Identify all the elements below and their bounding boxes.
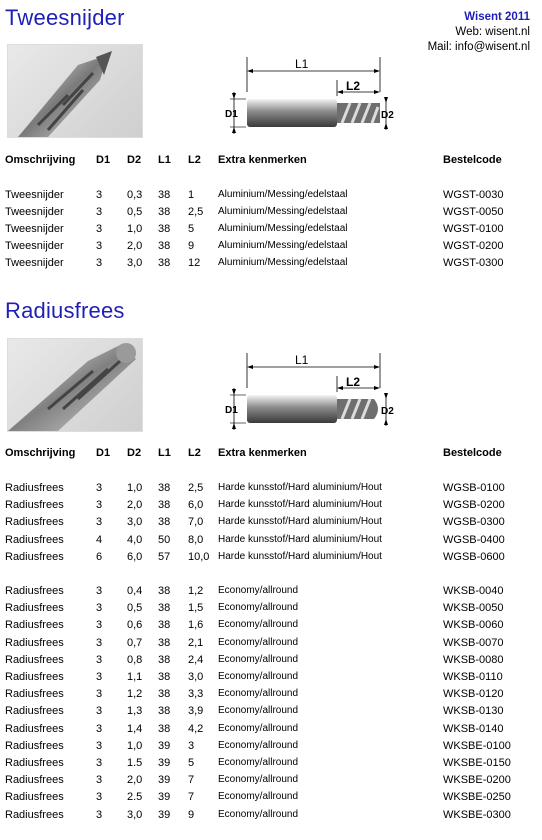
cell-l2: 2,5 [188,482,204,494]
cell-l2: 5 [188,757,195,769]
header-omschrijving: Omschrijving [5,447,76,459]
l2-label: L2 [346,375,361,389]
cell-d2: 3,0 [127,257,143,269]
cell-l1: 38 [158,688,171,701]
cell-d2: 0,7 [127,636,143,649]
cell-bestelcode: WKSB-0070 [443,636,504,649]
header-l1: L1 [158,447,171,459]
cell-d1: 3 [96,808,103,821]
cell-l2: 3,0 [188,671,204,683]
cell-omschrijving: Tweesnijder [5,257,64,269]
cell-l1: 38 [158,653,171,666]
cell-omschrijving: Tweesnijder [5,223,64,235]
header-extra: Extra kenmerken [218,447,307,459]
cell-extra: Economy/allround [218,602,299,614]
cell-bestelcode: WGST-0100 [443,223,504,235]
cell-extra: Economy/allround [218,688,299,700]
cell-d1: 3 [96,739,103,752]
cell-bestelcode: WGST-0200 [443,240,504,252]
cell-extra: Economy/allround [218,671,299,682]
cell-l2: 1,6 [188,619,204,632]
cell-l2: 5 [188,223,195,235]
cell-d1: 3 [96,774,103,787]
d2-label: D2 [381,406,394,417]
l1-label: L1 [295,353,309,367]
cell-omschrijving: Radiusfrees [5,499,64,512]
cell-l1: 50 [158,533,171,546]
cell-l2: 3,3 [188,688,204,701]
cell-omschrijving: Radiusfrees [5,585,64,597]
cell-l2: 7 [188,774,195,787]
header-d2: D2 [127,447,142,459]
cell-bestelcode: WKSB-0110 [443,671,503,683]
cell-d1: 3 [96,240,103,252]
header-d1: D1 [96,154,111,166]
cell-bestelcode: WGSB-0600 [443,550,505,563]
cell-bestelcode: WKSBE-0300 [443,808,511,821]
cell-bestelcode: WKSB-0120 [443,688,504,701]
cell-l2: 3,9 [188,705,204,718]
cell-omschrijving: Radiusfrees [5,482,64,494]
cell-d2: 0,5 [127,602,143,615]
cell-bestelcode: WGSB-0100 [443,482,505,494]
cell-l1: 38 [158,223,171,235]
cell-extra: Economy/allround [218,653,299,665]
cell-l2: 3 [188,739,195,752]
cell-d2: 1,3 [127,705,143,718]
cell-extra: Economy/allround [218,774,299,786]
cell-d1: 4 [96,533,103,546]
cell-d1: 3 [96,757,103,769]
cell-extra: Economy/allround [218,722,299,734]
cell-omschrijving: Radiusfrees [5,688,64,701]
header-l1: L1 [158,154,171,166]
cell-d1: 3 [96,189,103,201]
cell-d1: 3 [96,619,103,632]
cell-bestelcode: WGST-0050 [443,206,504,218]
cell-extra: Economy/allround [218,585,299,596]
cell-l1: 38 [158,189,171,201]
header-omschrijving: Omschrijving [5,154,76,166]
cell-d1: 3 [96,636,103,649]
header-extra: Extra kenmerken [218,154,307,166]
header-l2: L2 [188,154,201,166]
cell-omschrijving: Radiusfrees [5,808,64,821]
cell-extra: Economy/allround [218,808,299,820]
cell-bestelcode: WKSBE-0100 [443,739,511,752]
cell-l1: 38 [158,257,171,269]
cell-omschrijving: Radiusfrees [5,757,64,769]
cell-d2: 1,1 [127,671,143,683]
tweesnijder-photo [7,44,143,138]
cell-bestelcode: WGSB-0300 [443,516,505,529]
cell-omschrijving: Radiusfrees [5,636,64,649]
cell-l2: 10,0 [188,550,210,563]
cell-d2: 3,0 [127,808,143,821]
cell-omschrijving: Radiusfrees [5,774,64,787]
cell-omschrijving: Radiusfrees [5,619,64,632]
cell-extra: Harde kunsstof/Hard aluminium/Hout [218,482,382,493]
cell-d1: 3 [96,499,103,512]
cell-omschrijving: Tweesnijder [5,206,64,218]
cell-omschrijving: Radiusfrees [5,671,64,683]
d1-label: D1 [225,109,238,120]
cell-extra: Harde kunsstof/Hard aluminium/Hout [218,516,382,528]
cell-l1: 38 [158,516,171,529]
cell-d2: 2,0 [127,499,143,512]
l1-label: L1 [295,57,309,71]
cell-l2: 1 [188,189,195,201]
cell-l1: 39 [158,808,171,821]
cell-extra: Economy/allround [218,636,299,648]
cell-bestelcode: WKSBE-0200 [443,774,511,787]
cell-d2: 2,0 [127,240,143,252]
cell-d1: 3 [96,722,103,735]
cell-l1: 39 [158,757,171,769]
cell-d2: 1,4 [127,722,143,735]
radiusfrees-photo [7,338,143,432]
cell-omschrijving: Radiusfrees [5,705,64,718]
l2-label: L2 [346,79,361,93]
cell-bestelcode: WGST-0300 [443,257,504,269]
cell-d2: 6,0 [127,550,143,563]
cell-d1: 6 [96,550,103,563]
cell-d1: 3 [96,671,103,683]
cell-d2: 1,0 [127,482,143,494]
cell-bestelcode: WKSB-0040 [443,585,504,597]
cell-l2: 6,0 [188,499,204,512]
cell-extra: Aluminium/Messing/edelstaal [218,257,348,268]
cell-extra: Economy/allround [218,619,299,631]
company-name: Wisent 2011 [464,11,530,23]
cell-d1: 3 [96,705,103,718]
cell-bestelcode: WGSB-0400 [443,533,505,546]
cell-d2: 1,2 [127,688,143,701]
cell-extra: Aluminium/Messing/edelstaal [218,223,348,234]
cell-d2: 0,3 [127,189,143,201]
cell-l1: 38 [158,240,171,252]
cell-omschrijving: Radiusfrees [5,653,64,666]
cell-d2: 1,0 [127,223,143,235]
cell-extra: Aluminium/Messing/edelstaal [218,240,348,251]
cell-d1: 3 [96,482,103,494]
cell-l2: 9 [188,808,195,821]
d2-label: D2 [381,110,394,121]
cell-bestelcode: WKSB-0050 [443,602,504,615]
cell-omschrijving: Radiusfrees [5,550,64,563]
cell-d1: 3 [96,585,103,597]
cell-l1: 38 [158,705,171,718]
cell-bestelcode: WKSB-0140 [443,722,504,735]
cell-l1: 38 [158,602,171,615]
cell-d1: 3 [96,791,103,804]
tweesnijder-bit-image [8,45,142,137]
cell-bestelcode: WKSB-0060 [443,619,504,632]
cell-bestelcode: WGSB-0200 [443,499,505,512]
cell-l1: 57 [158,550,171,563]
cell-d2: 0,6 [127,619,143,632]
cell-d1: 3 [96,257,103,269]
cell-omschrijving: Radiusfrees [5,791,64,804]
cell-l2: 8,0 [188,533,204,546]
cell-l1: 39 [158,774,171,787]
cell-extra: Harde kunsstof/Hard aluminium/Hout [218,499,382,511]
cell-l2: 7,0 [188,516,204,529]
header-d2: D2 [127,154,142,166]
cell-d1: 3 [96,516,103,529]
header-d1: D1 [96,447,111,459]
cell-d2: 2,0 [127,774,143,787]
header-l2: L2 [188,447,201,459]
cell-l1: 38 [158,722,171,735]
cell-l1: 38 [158,482,171,494]
cell-extra: Aluminium/Messing/edelstaal [218,189,348,200]
cell-bestelcode: WGST-0030 [443,189,504,201]
cell-d2: 1,0 [127,739,143,752]
cell-extra: Aluminium/Messing/edelstaal [218,206,348,217]
cell-omschrijving: Tweesnijder [5,189,64,201]
cell-l2: 7 [188,791,195,804]
cell-l1: 39 [158,739,171,752]
section-title-tweesnijder: Tweesnijder [5,5,125,30]
radiusfrees-dimension-diagram [222,348,404,432]
cell-bestelcode: WKSBE-0250 [443,791,511,804]
header-bestelcode: Bestelcode [443,154,502,166]
tweesnijder-dimension-diagram [222,52,404,136]
cell-d1: 3 [96,206,103,218]
company-mail: Mail: info@wisent.nl [427,41,530,53]
cell-l1: 38 [158,619,171,632]
cell-extra: Economy/allround [218,705,299,717]
cell-omschrijving: Tweesnijder [5,240,64,252]
cell-extra: Harde kunsstof/Hard aluminium/Hout [218,550,382,562]
cell-l2: 2,1 [188,636,204,649]
company-info [428,10,530,55]
cell-omschrijving: Radiusfrees [5,516,64,529]
cell-l2: 4,2 [188,722,204,735]
cell-l1: 38 [158,671,171,683]
cell-l1: 39 [158,791,171,804]
cell-l1: 38 [158,585,171,597]
cell-d2: 2.5 [127,791,143,804]
cell-d1: 3 [96,688,103,701]
cell-l2: 9 [188,240,195,252]
cell-bestelcode: WKSB-0130 [443,705,504,718]
cell-omschrijving: Radiusfrees [5,722,64,735]
cell-d2: 1.5 [127,757,143,769]
cell-omschrijving: Radiusfrees [5,602,64,615]
cell-bestelcode: WKSBE-0150 [443,757,511,769]
cell-omschrijving: Radiusfrees [5,739,64,752]
cell-l2: 1,2 [188,585,204,597]
section-title-radiusfrees: Radiusfrees [5,298,125,323]
cell-d2: 3,0 [127,516,143,529]
cell-d2: 4,0 [127,533,143,546]
header-bestelcode: Bestelcode [443,447,502,459]
cell-d2: 0,8 [127,653,143,666]
cell-d1: 3 [96,602,103,615]
cell-extra: Economy/allround [218,757,299,768]
cell-l2: 12 [188,257,201,269]
cell-extra: Harde kunsstof/Hard aluminium/Hout [218,533,382,545]
cell-d1: 3 [96,653,103,666]
cell-extra: Economy/allround [218,739,299,751]
company-web: Web: wisent.nl [455,26,530,38]
cell-l2: 2,4 [188,653,204,666]
cell-l1: 38 [158,499,171,512]
cell-omschrijving: Radiusfrees [5,533,64,546]
cell-extra: Economy/allround [218,791,299,803]
cell-l2: 2,5 [188,206,204,218]
cell-l1: 38 [158,636,171,649]
radiusfrees-bit-image [8,339,142,431]
cell-l2: 1,5 [188,602,204,615]
cell-bestelcode: WKSB-0080 [443,653,504,666]
cell-d1: 3 [96,223,103,235]
cell-d2: 0,4 [127,585,143,597]
cell-d2: 0,5 [127,206,143,218]
cell-l1: 38 [158,206,171,218]
d1-label: D1 [225,405,238,416]
